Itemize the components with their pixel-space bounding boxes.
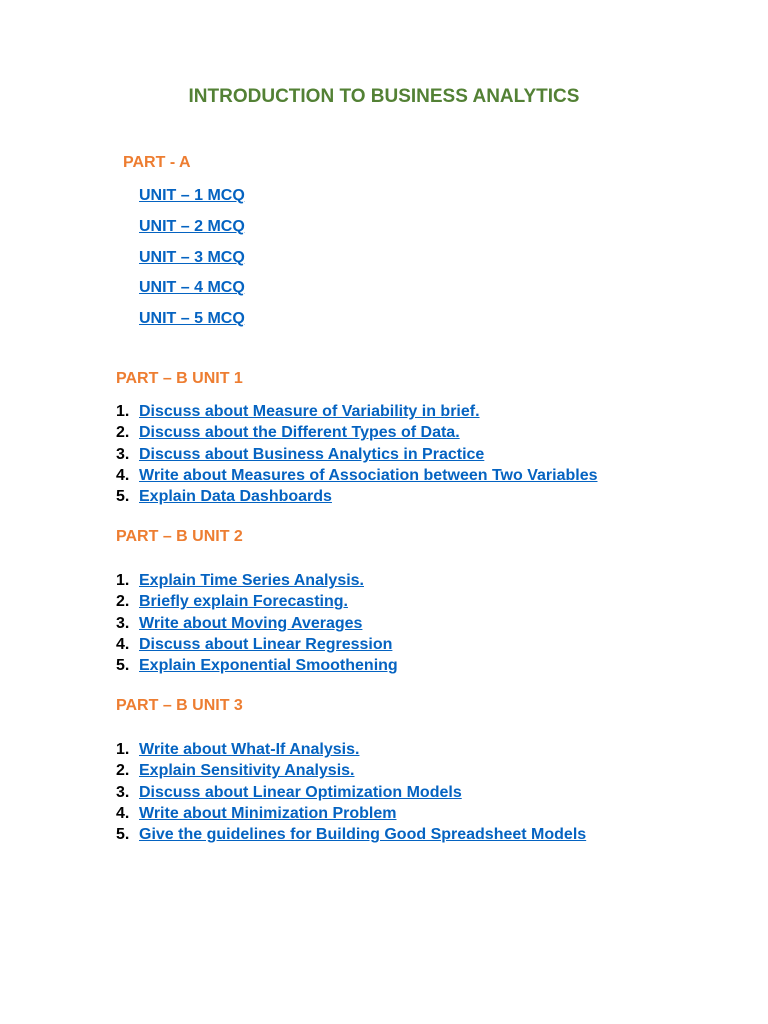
list-item [116, 655, 398, 676]
question-number: 5. [116, 488, 130, 506]
list-item [116, 591, 398, 612]
list-item [116, 613, 398, 634]
question-link[interactable]: Write about Minimization Problem [139, 804, 397, 822]
page-title: INTRODUCTION TO BUSINESS ANALYTICS [188, 86, 580, 107]
unit-2-mcq-link[interactable]: UNIT – 2 MCQ [139, 217, 245, 235]
list-item [116, 444, 597, 465]
question-link[interactable]: Explain Time Series Analysis. [139, 572, 364, 589]
question-number: 4. [116, 804, 130, 822]
part-b-unit-3-heading: PART – B UNIT 3 [116, 697, 243, 714]
unit-2-question-list [116, 570, 398, 676]
question-link[interactable]: Discuss about Measure of Variability in brief. [139, 403, 480, 420]
list-item [116, 465, 597, 486]
question-link[interactable]: Give the guidelines for Building Good Spreadsheet Models [139, 826, 587, 844]
question-link[interactable]: Write about What-If Analysis. [139, 741, 360, 758]
list-item [116, 401, 597, 422]
part-a-heading: PART - A [123, 154, 191, 171]
question-link[interactable]: Briefly explain Forecasting. [139, 593, 348, 611]
list-item [116, 824, 586, 845]
list-item [116, 486, 597, 507]
question-link[interactable]: Discuss about Linear Optimization Models [139, 783, 462, 801]
part-b-unit-1-heading: PART – B UNIT 1 [116, 370, 243, 387]
question-link[interactable]: Explain Data Dashboards [139, 488, 332, 506]
list-item [116, 570, 398, 591]
unit-3-mcq-link[interactable]: UNIT – 3 MCQ [139, 248, 245, 266]
question-number: 4. [116, 466, 130, 484]
list-item [139, 247, 245, 278]
question-number: 3. [116, 614, 130, 632]
question-link[interactable]: Discuss about the Different Types of Data. [139, 424, 460, 442]
part-b-unit-2-heading: PART – B UNIT 2 [116, 528, 243, 545]
question-number: 2. [116, 424, 130, 442]
list-item [139, 308, 245, 339]
mcq-link-list [139, 185, 245, 339]
list-item [116, 634, 398, 655]
question-number: 1. [116, 572, 130, 589]
question-number: 4. [116, 635, 130, 653]
question-number: 1. [116, 403, 130, 420]
question-number: 1. [116, 741, 130, 758]
question-link[interactable]: Write about Measures of Association between Two Variables [139, 466, 598, 484]
question-number: 2. [116, 593, 130, 611]
question-link[interactable]: Discuss about Business Analytics in Practice [139, 445, 485, 463]
unit-1-mcq-link[interactable]: UNIT – 1 MCQ [139, 187, 245, 204]
list-item [116, 739, 586, 760]
list-item [139, 185, 245, 216]
question-link[interactable]: Write about Moving Averages [139, 614, 363, 632]
question-link[interactable]: Explain Sensitivity Analysis. [139, 762, 355, 780]
unit-5-mcq-link[interactable]: UNIT – 5 MCQ [139, 310, 245, 328]
list-item [116, 422, 597, 443]
unit-3-question-list [116, 739, 586, 845]
question-number: 3. [116, 783, 130, 801]
question-link[interactable]: Discuss about Linear Regression [139, 635, 393, 653]
list-item [116, 803, 586, 824]
list-item [116, 782, 586, 803]
question-link[interactable]: Explain Exponential Smoothening [139, 657, 398, 675]
list-item [116, 760, 586, 781]
unit-1-question-list [116, 401, 597, 507]
question-number: 3. [116, 445, 130, 463]
list-item [139, 277, 245, 308]
unit-4-mcq-link[interactable]: UNIT – 4 MCQ [139, 279, 245, 297]
question-number: 2. [116, 762, 130, 780]
question-number: 5. [116, 657, 130, 675]
question-number: 5. [116, 826, 130, 844]
list-item [139, 216, 245, 247]
